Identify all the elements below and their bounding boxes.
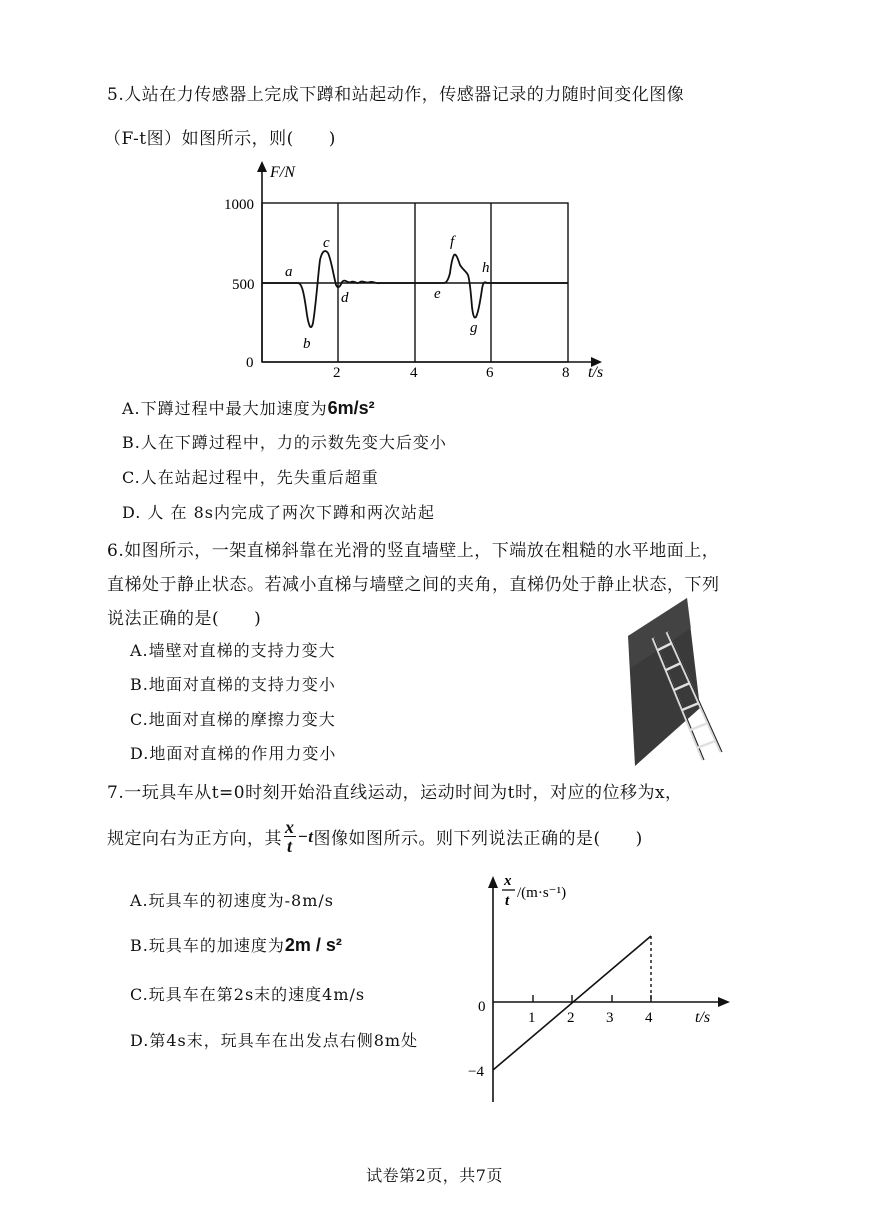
q7-fraction [284, 818, 296, 855]
q5-point-h: h [482, 260, 490, 276]
q5-point-c: c [323, 235, 330, 251]
q7-fraction-numerator: x [285, 817, 295, 837]
q6-stem-line3: 说法正确的是( ) [107, 609, 262, 629]
q7-origin-label: 0 [478, 999, 486, 1015]
q7-option-d: D.第4s末，玩具车在出发点右侧8m处 [130, 1031, 419, 1050]
q5-point-b: b [303, 336, 311, 352]
q7-option-b-text: B.玩具车的加速度为 [130, 936, 285, 955]
q5-xtick-6: 6 [486, 365, 494, 381]
q7-y-frac-den: t [505, 893, 510, 909]
q7-xtick-4: 4 [645, 1010, 653, 1026]
q5-option-c: C.人在站起过程中，先失重后超重 [122, 468, 379, 487]
q5-option-b: B.人在下蹲过程中，力的示数先变大后变小 [122, 433, 447, 452]
q7-option-a: A.玩具车的初速度为-8m/s [130, 891, 335, 910]
q7-y-intercept-label: −4 [468, 1064, 484, 1080]
q5-point-f: f [450, 234, 455, 250]
q5-xtick-2: 2 [333, 365, 341, 381]
q5-point-e: e [434, 286, 441, 302]
q7-data-line [493, 936, 651, 1070]
q7-yaxis-unit: /(m·s⁻¹) [517, 885, 567, 901]
q7-option-b-value: 2m / s² [284, 935, 342, 955]
q5-point-d: d [341, 290, 349, 306]
q5-ytick-1000: 1000 [224, 197, 254, 213]
q7-xtick-1: 1 [528, 1010, 536, 1026]
q5-ytick-500: 500 [232, 277, 255, 293]
q5-xtick-4: 4 [410, 365, 418, 381]
q7-stem-line2-post: 图像如图所示。则下列说法正确的是( ) [313, 829, 643, 849]
q5-point-g: g [470, 320, 478, 336]
q6-option-b: B.地面对直梯的支持力变小 [130, 675, 336, 694]
q5-force-time-graph [210, 155, 610, 385]
q5-option-a-text: A.下蹲过程中最大加速度为 [122, 399, 328, 418]
q6-ladder-photo [625, 598, 725, 768]
q5-stem-line1: 5.人站在力传感器上完成下蹲和站起动作，传感器记录的力随时间变化图像 [107, 85, 685, 105]
q6-stem-line1: 6.如图所示，一架直梯斜靠在光滑的竖直墙壁上，下端放在粗糙的水平地面上， [107, 541, 720, 561]
q6-option-c: C.地面对直梯的摩擦力变大 [130, 710, 336, 729]
q7-xtick-2: 2 [567, 1010, 575, 1026]
q5-option-d: D. 人 在 8s内完成了两次下蹲和两次站起 [122, 503, 435, 522]
q6-option-d: D.地面对直梯的作用力变小 [130, 744, 337, 763]
q7-stem-line2 [107, 818, 643, 855]
q7-xaxis-label: t/s [695, 1009, 711, 1026]
q7-stem-line2-pre: 规定向右为正方向，其 [107, 829, 282, 849]
q5-xaxis-label: t/s [588, 364, 604, 381]
q5-stem-line2: （F-t图）如图所示，则( ) [104, 129, 336, 149]
q7-xtick-3: 3 [606, 1010, 614, 1026]
q5-xtick-8: 8 [562, 365, 570, 381]
q5-point-a: a [285, 264, 293, 280]
q5-yaxis-label: F/N [270, 164, 295, 181]
q6-option-a: A.墙壁对直梯的支持力变大 [130, 641, 336, 660]
q7-stem-line2-minus-t: −t [297, 826, 314, 846]
page-footer: 试卷第2页，共7页 [366, 1166, 503, 1185]
q7-y-frac-num: x [504, 873, 512, 889]
q7-xt-t-graph [462, 870, 732, 1110]
q7-stem-line1: 7.一玩具车从t=0时刻开始沿直线运动，运动时间为t时，对应的位移为x， [107, 783, 683, 803]
q6-stem-line2: 直梯处于静止状态。若减小直梯与墙壁之间的夹角，直梯仍处于静止状态，下列 [107, 575, 720, 595]
q5-ytick-0: 0 [246, 355, 254, 371]
q7-option-b [130, 933, 342, 956]
q5-option-a-value: 6m/s² [327, 398, 375, 418]
q7-fraction-denominator: t [286, 836, 293, 856]
q7-option-c: C.玩具车在第2s末的速度4m/s [130, 985, 366, 1004]
q5-option-a [122, 396, 375, 419]
